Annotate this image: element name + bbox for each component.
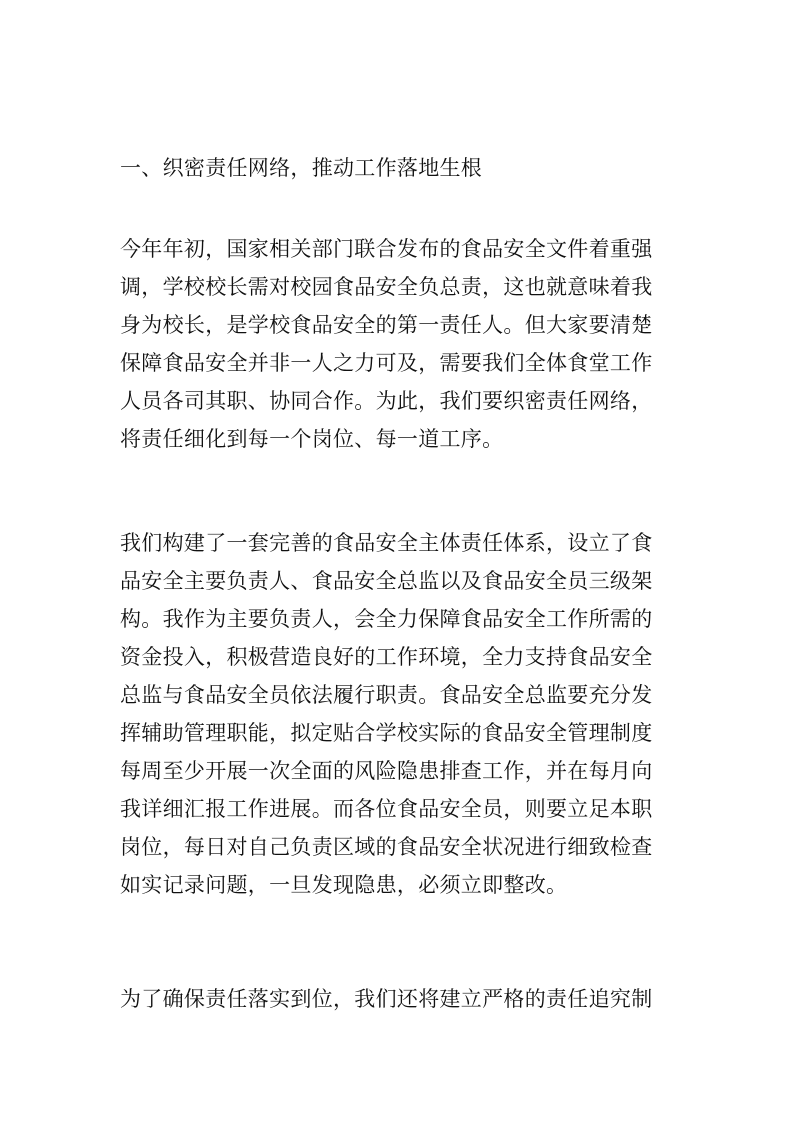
paragraph-2-line-6: 挥辅助管理职能，拟定贴合学校实际的食品安全管理制度 — [120, 721, 653, 745]
paragraph-2-line-2: 品安全主要负责人、食品安全总监以及食品安全员三级架 — [120, 569, 653, 593]
paragraph-1-line-6: 将责任细化到每一个岗位、每一道工序。 — [120, 427, 504, 451]
paragraph-1-line-2: 调，学校校长需对校园食品安全负总责，这也就意味着我 — [120, 275, 653, 299]
paragraph-2-line-9: 岗位，每日对自己负责区域的食品安全状况进行细致检查 — [120, 835, 653, 859]
paragraph-2-line-7: 每周至少开展一次全面的风险隐患排查工作，并在每月向 — [120, 759, 653, 783]
paragraph-1-line-5: 人员各司其职、协同合作。为此，我们要织密责任网络， — [120, 389, 653, 413]
paragraph-1-line-4: 保障食品安全并非一人之力可及，需要我们全体食堂工作 — [120, 351, 653, 375]
paragraph-3-line-1: 为了确保责任落实到位，我们还将建立严格的责任追究制 — [120, 987, 653, 1011]
paragraph-1-line-1: 今年年初，国家相关部门联合发布的食品安全文件着重强 — [120, 237, 653, 261]
paragraph-1-line-3: 身为校长，是学校食品安全的第一责任人。但大家要清楚 — [120, 313, 653, 337]
paragraph-2-line-8: 我详细汇报工作进展。而各位食品安全员，则要立足本职 — [120, 797, 653, 821]
paragraph-2-line-10: 如实记录问题，一旦发现隐患，必须立即整改。 — [120, 873, 568, 897]
paragraph-2-line-5: 总监与食品安全员依法履行职责。食品安全总监要充分发 — [120, 683, 653, 707]
section-heading: 一、织密责任网络，推动工作落地生根 — [120, 156, 483, 180]
paragraph-2-line-1: 我们构建了一套完善的食品安全主体责任体系，设立了食 — [120, 531, 653, 555]
paragraph-2-line-4: 资金投入，积极营造良好的工作环境，全力支持食品安全 — [120, 645, 653, 669]
paragraph-2-line-3: 构。我作为主要负责人，会全力保障食品安全工作所需的 — [120, 607, 653, 631]
